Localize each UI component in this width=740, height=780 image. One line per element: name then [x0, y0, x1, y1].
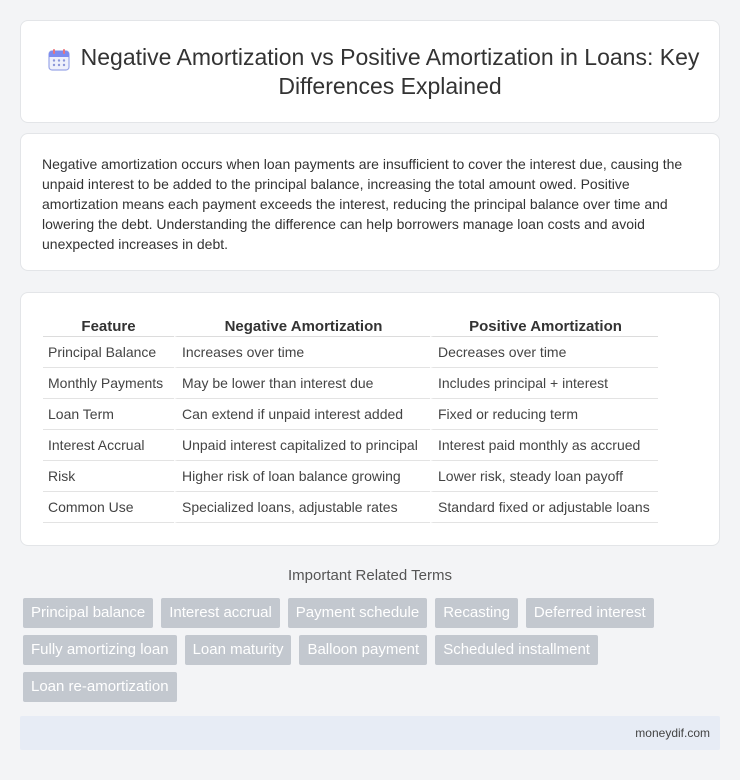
table-cell-positive: Fixed or reducing term	[430, 399, 658, 430]
table-row	[43, 368, 658, 399]
related-terms-list	[23, 598, 723, 702]
table-cell-positive: Standard fixed or adjustable loans	[430, 492, 658, 523]
table-cell-positive: Interest paid monthly as accrued	[430, 430, 658, 461]
related-term-tag[interactable]: Fully amortizing loan	[23, 635, 177, 665]
table-cell-positive: Lower risk, steady loan payoff	[430, 461, 658, 492]
comparison-table	[43, 316, 658, 523]
table-cell-positive: Includes principal + interest	[430, 368, 658, 399]
footer	[20, 716, 720, 750]
table-cell-negative: Specialized loans, adjustable rates	[174, 492, 430, 523]
related-term-tag[interactable]: Loan maturity	[185, 635, 292, 665]
column-header-feature: Feature	[43, 316, 174, 337]
related-term-tag[interactable]: Scheduled installment	[435, 635, 598, 665]
table-cell-negative: May be lower than interest due	[174, 368, 430, 399]
table-cell-feature: Monthly Payments	[43, 368, 174, 399]
table-header-row	[43, 316, 658, 337]
related-term-tag[interactable]: Deferred interest	[526, 598, 654, 628]
related-terms-heading: Important Related Terms	[288, 567, 452, 584]
table-row	[43, 337, 658, 368]
table-cell-negative: Can extend if unpaid interest added	[174, 399, 430, 430]
related-term-tag[interactable]: Payment schedule	[288, 598, 427, 628]
related-term-tag[interactable]: Recasting	[435, 598, 518, 628]
table-cell-negative: Higher risk of loan balance growing	[174, 461, 430, 492]
related-term-tag[interactable]: Loan re-amortization	[23, 672, 177, 702]
title-card	[20, 20, 720, 123]
table-cell-negative: Unpaid interest capitalized to principal	[174, 430, 430, 461]
comparison-table-card	[20, 292, 720, 546]
table-row	[43, 399, 658, 430]
table-cell-positive: Decreases over time	[430, 337, 658, 368]
column-header-positive: Positive Amortization	[430, 316, 658, 337]
table-cell-feature: Loan Term	[43, 399, 174, 430]
intro-paragraph: Negative amortization occurs when loan payments are insufficient to cover the interest due, causing the unpaid interest to be added to the principal balance, increasing the total amount owed. Positive amortization means each payment exceeds the interest, reducing the principal balance over time and lowering the debt. Understanding the difference can help borrowers manage loan costs and avoid unexpected increases in debt.	[42, 156, 683, 252]
table-cell-feature: Risk	[43, 461, 174, 492]
table-row	[43, 430, 658, 461]
table-cell-feature: Interest Accrual	[43, 430, 174, 461]
page-title: Negative Amortization vs Positive Amortization in Loans: Key Differences Explained	[80, 43, 700, 99]
column-header-negative: Negative Amortization	[174, 316, 430, 337]
table-cell-feature: Principal Balance	[43, 337, 174, 368]
table-row	[43, 461, 658, 492]
related-term-tag[interactable]: Balloon payment	[299, 635, 427, 665]
table-cell-negative: Increases over time	[174, 337, 430, 368]
intro-card	[20, 133, 720, 271]
related-term-tag[interactable]: Principal balance	[23, 598, 153, 628]
table-cell-feature: Common Use	[43, 492, 174, 523]
table-row	[43, 492, 658, 523]
related-term-tag[interactable]: Interest accrual	[161, 598, 280, 628]
footer-site-link[interactable]: moneydif.com	[635, 726, 710, 740]
